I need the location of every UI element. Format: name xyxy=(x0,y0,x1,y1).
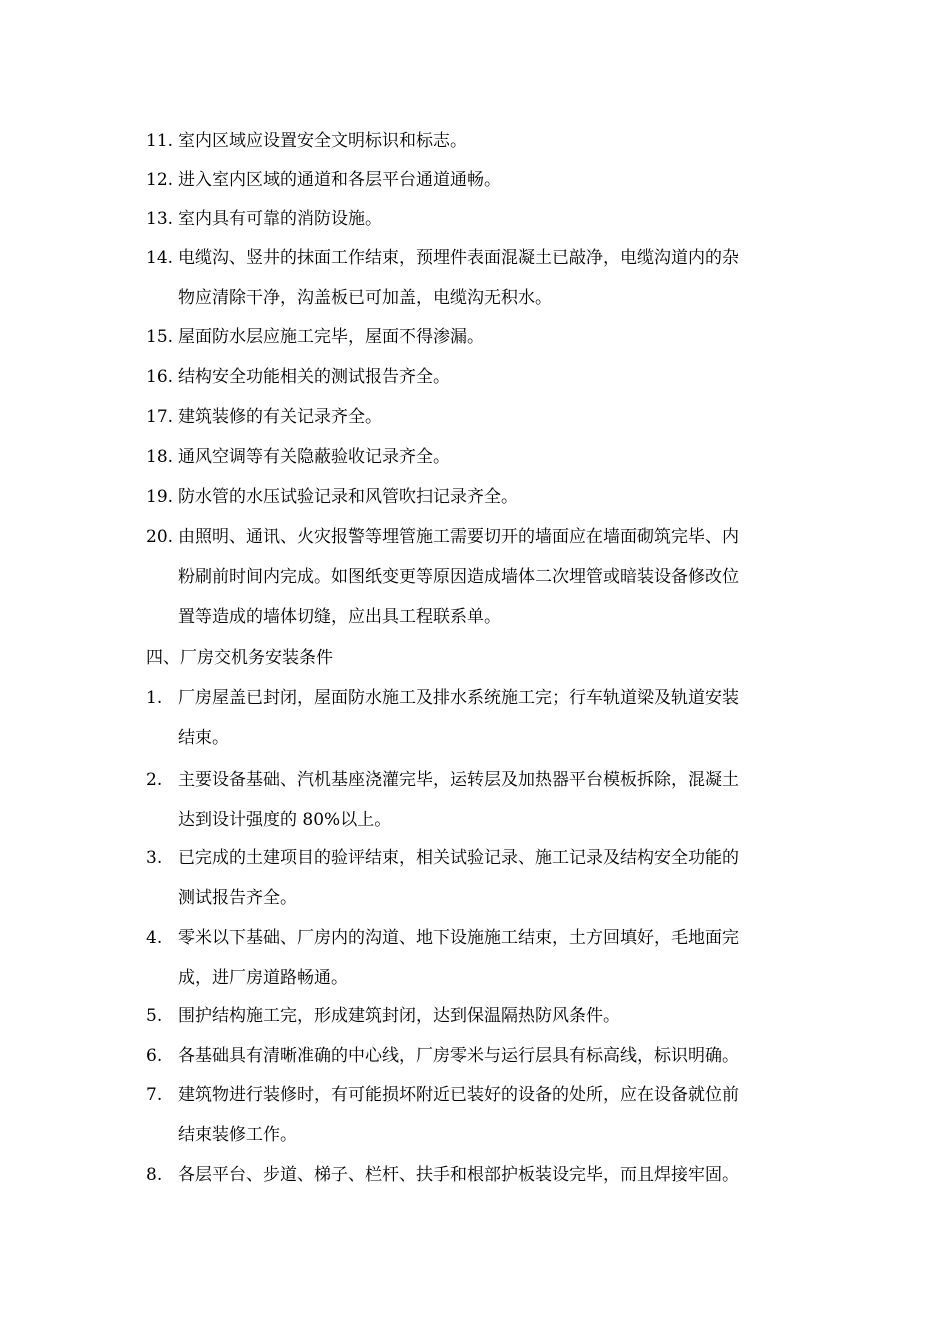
item-number: 17. xyxy=(146,407,174,427)
list-item-s4-6 xyxy=(146,1036,816,1076)
item-text: 成，进厂房道路畅通。 xyxy=(178,968,348,988)
item-text: 室内区域应设置安全文明标识和标志。 xyxy=(178,131,467,151)
list-item-15 xyxy=(146,317,816,357)
list-item-s4-2 xyxy=(146,760,816,840)
item-text: 测试报告齐全。 xyxy=(178,888,297,908)
item-text: 厂房屋盖已封闭，屋面防水施工及排水系统施工完；行车轨道梁及轨道安装 xyxy=(178,688,739,708)
item-text: 各层平台、步道、梯子、栏杆、扶手和根部护板装设完毕，而且焊接牢固。 xyxy=(178,1165,739,1185)
item-text: 围护结构施工完，形成建筑封闭，达到保温隔热防风条件。 xyxy=(178,1006,620,1026)
item-number: 18. xyxy=(146,447,174,467)
item-text: 进入室内区域的通道和各层平台通道通畅。 xyxy=(178,170,501,190)
list-item-13 xyxy=(146,199,816,239)
list-item-s4-4 xyxy=(146,918,816,998)
item-text: 电缆沟、竖井的抹面工作结束，预埋件表面混凝土已敲净，电缆沟道内的杂 xyxy=(178,248,739,268)
item-text: 零米以下基础、厂房内的沟道、地下设施施工结束，土方回填好，毛地面完 xyxy=(178,928,739,948)
item-number: 11. xyxy=(146,131,174,151)
list-item-18 xyxy=(146,437,816,477)
list-item-16 xyxy=(146,357,816,397)
item-text: 室内具有可靠的消防设施。 xyxy=(178,209,382,229)
item-number: 2. xyxy=(146,770,163,790)
item-number: 8. xyxy=(146,1165,163,1185)
item-text: 物应清除干净，沟盖板已可加盖，电缆沟无积水。 xyxy=(178,288,552,308)
item-number: 20. xyxy=(146,527,174,547)
item-text: 建筑物进行装修时，有可能损坏附近已装好的设备的处所，应在设备就位前 xyxy=(178,1085,739,1105)
item-number: 4. xyxy=(146,928,163,948)
section-heading: 四、厂房交机务安装条件 xyxy=(146,648,333,668)
item-text: 置等造成的墙体切缝，应出具工程联系单。 xyxy=(178,607,501,627)
item-text: 各基础具有清晰准确的中心线，厂房零米与运行层具有标高线，标识明确。 xyxy=(178,1046,739,1066)
list-item-19 xyxy=(146,477,816,517)
item-text: 结束装修工作。 xyxy=(178,1125,297,1145)
item-text: 通风空调等有关隐蔽验收记录齐全。 xyxy=(178,447,450,467)
list-item-14 xyxy=(146,238,816,318)
item-text: 由照明、通讯、火灾报警等埋管施工需要切开的墙面应在墙面砌筑完毕、内 xyxy=(178,527,739,547)
item-text: 粉刷前时间内完成。如图纸变更等原因造成墙体二次埋管或暗装设备修改位 xyxy=(178,567,739,587)
item-number: 1. xyxy=(146,688,163,708)
list-item-s4-8 xyxy=(146,1155,816,1195)
item-text: 防水管的水压试验记录和风管吹扫记录齐全。 xyxy=(178,487,518,507)
item-number: 14. xyxy=(146,248,174,268)
item-text: 达到设计强度的 80%以上。 xyxy=(178,810,392,830)
list-item-s4-7 xyxy=(146,1075,816,1155)
item-text: 已完成的土建项目的验评结束，相关试验记录、施工记录及结构安全功能的 xyxy=(178,848,739,868)
list-item-17 xyxy=(146,397,816,437)
item-text: 结束。 xyxy=(178,728,229,748)
list-item-12 xyxy=(146,160,816,200)
item-number: 6. xyxy=(146,1046,163,1066)
list-item-s4-3 xyxy=(146,838,816,918)
item-text: 建筑装修的有关记录齐全。 xyxy=(178,407,382,427)
item-number: 3. xyxy=(146,848,163,868)
item-number: 19. xyxy=(146,487,174,507)
item-text: 结构安全功能相关的测试报告齐全。 xyxy=(178,367,450,387)
item-number: 15. xyxy=(146,327,174,347)
item-number: 12. xyxy=(146,170,174,190)
item-text: 屋面防水层应施工完毕，屋面不得渗漏。 xyxy=(178,327,484,347)
item-text: 主要设备基础、汽机基座浇灌完毕，运转层及加热器平台模板拆除，混凝土 xyxy=(178,770,739,790)
item-number: 5. xyxy=(146,1006,163,1026)
list-item-11 xyxy=(146,121,816,161)
item-number: 16. xyxy=(146,367,174,387)
item-number: 7. xyxy=(146,1085,163,1105)
list-item-s4-1 xyxy=(146,678,816,758)
list-item-20 xyxy=(146,517,816,637)
item-number: 13. xyxy=(146,209,174,229)
list-item-s4-5 xyxy=(146,996,816,1036)
